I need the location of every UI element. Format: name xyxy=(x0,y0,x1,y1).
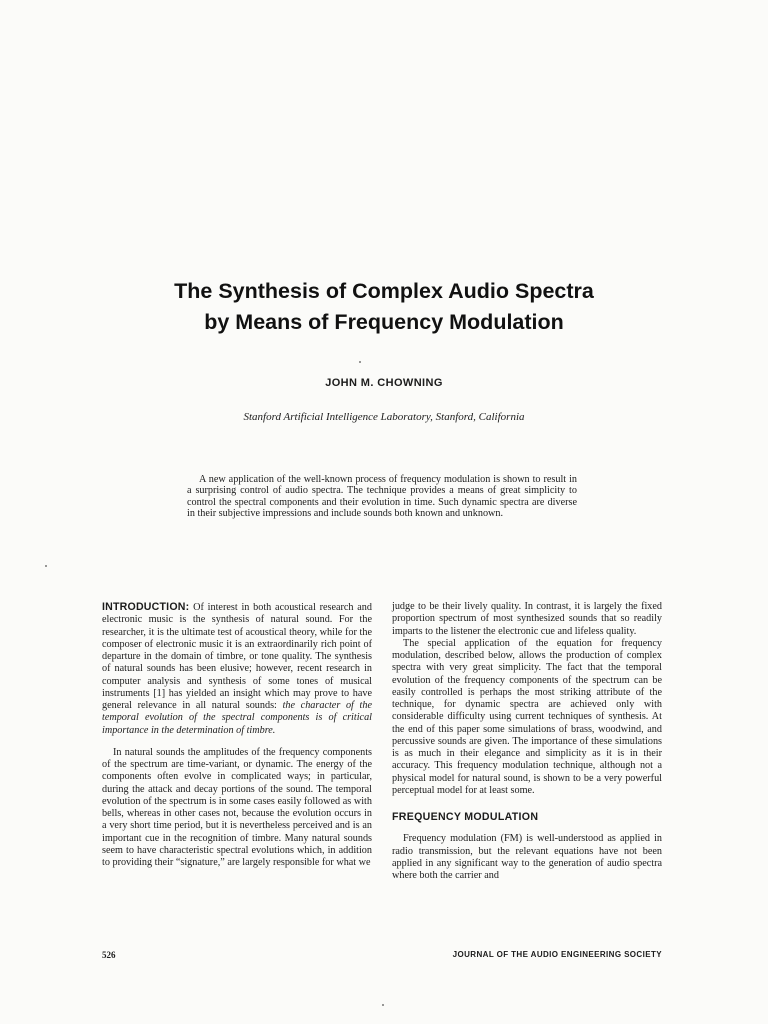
scan-speck xyxy=(382,1004,384,1006)
journal-name: JOURNAL OF THE AUDIO ENGINEERING SOCIETY xyxy=(452,950,662,959)
intro-p1-text: Of interest in both acoustical research and electronic music is the synthesis of natural sound. For the researcher, it is the ultimate test of acoustical theory, while for the composer of electronic music it is an extraordinarily rich point of departure in the domain of timbre, or tone quality. The synthesis of natural sounds has been elusive; however, recent research in computer analysis and synthesis of some tones of musical instruments [1] has yielded an insight which may prove to have general relevance in all natural sounds: xyxy=(102,602,372,711)
page-number: 526 xyxy=(102,950,116,960)
intro-p1-emphasis: the character of the temporal evolution of the spectral components is of critical importance in the determination of timbre. xyxy=(102,700,372,736)
abstract: A new application of the well-known process of frequency modulation is shown to result in a surprising control of audio spectra. The technique provides a means of great simplicity to control the spectral components and their evolution in time. Such dynamic spectra are diverse in their subjective impressions and include sounds both known and unknown. xyxy=(187,474,577,520)
author-name: JOHN M. CHOWNING xyxy=(325,377,443,389)
intro-heading: INTRODUCTION: xyxy=(102,601,190,613)
title-line-1: The Synthesis of Complex Audio Spectra xyxy=(174,279,594,303)
fm-section-heading: FREQUENCY MODULATION xyxy=(392,811,539,823)
author-affiliation: Stanford Artificial Intelligence Laboratory, Stanford, California xyxy=(243,411,525,423)
paper-title xyxy=(100,276,668,338)
scan-speck xyxy=(45,565,47,567)
fm-paragraph-1: Frequency modulation (FM) is well-understood as applied in radio transmission, but the relevant equations have not been applied in any significant way to the generation of audio spectra where both the carrier and xyxy=(392,833,662,881)
intro-paragraph-2: In natural sounds the amplitudes of the frequency components of the spectrum are time-variant, or dynamic. The energy of the components often evolve in complicated ways; in particular, during the attack and decay portions of the sound. The temporal evolution of the spectrum is in some cases easily followed as with bells, whereas in other cases not, because the evolution occurs in a very short time period, but it is nevertheless perceived and is an important cue in the recognition of timbre. Many natural sounds seem to have characteristic spectral evolutions which, in addition to providing their “signature,” are largely responsible for what we xyxy=(102,746,372,868)
left-column xyxy=(102,601,372,869)
title-line-2: by Means of Frequency Modulation xyxy=(204,310,564,334)
right-paragraph-2: The special application of the equation for frequency modulation, described below, allows the production of complex spectra with very great simplicity. The fact that the temporal evolution of the frequency components of the spectrum can be easily controlled is perhaps the most striking attribute of the technique, for dynamic spectra are achieved only with considerable difficulty using current techniques of synthesis. At the end of this paper some simulations of brass, woodwind, and percussive sounds are given. The importance of these simulations is as much in their elegance and simplicity as it is in their accuracy. This frequency modulation technique, although not a physical model for natural sound, is shown to be a very powerful perceptual model for at least some. xyxy=(392,637,662,796)
right-column xyxy=(392,601,662,882)
intro-paragraph-1 xyxy=(102,601,372,737)
right-paragraph-1: judge to be their lively quality. In contrast, it is largely the fixed proportion spectrum of most synthesized sounds that so readily imparts to the listener the electronic cue and lifeless quality. xyxy=(392,601,662,637)
scan-speck xyxy=(359,361,361,363)
